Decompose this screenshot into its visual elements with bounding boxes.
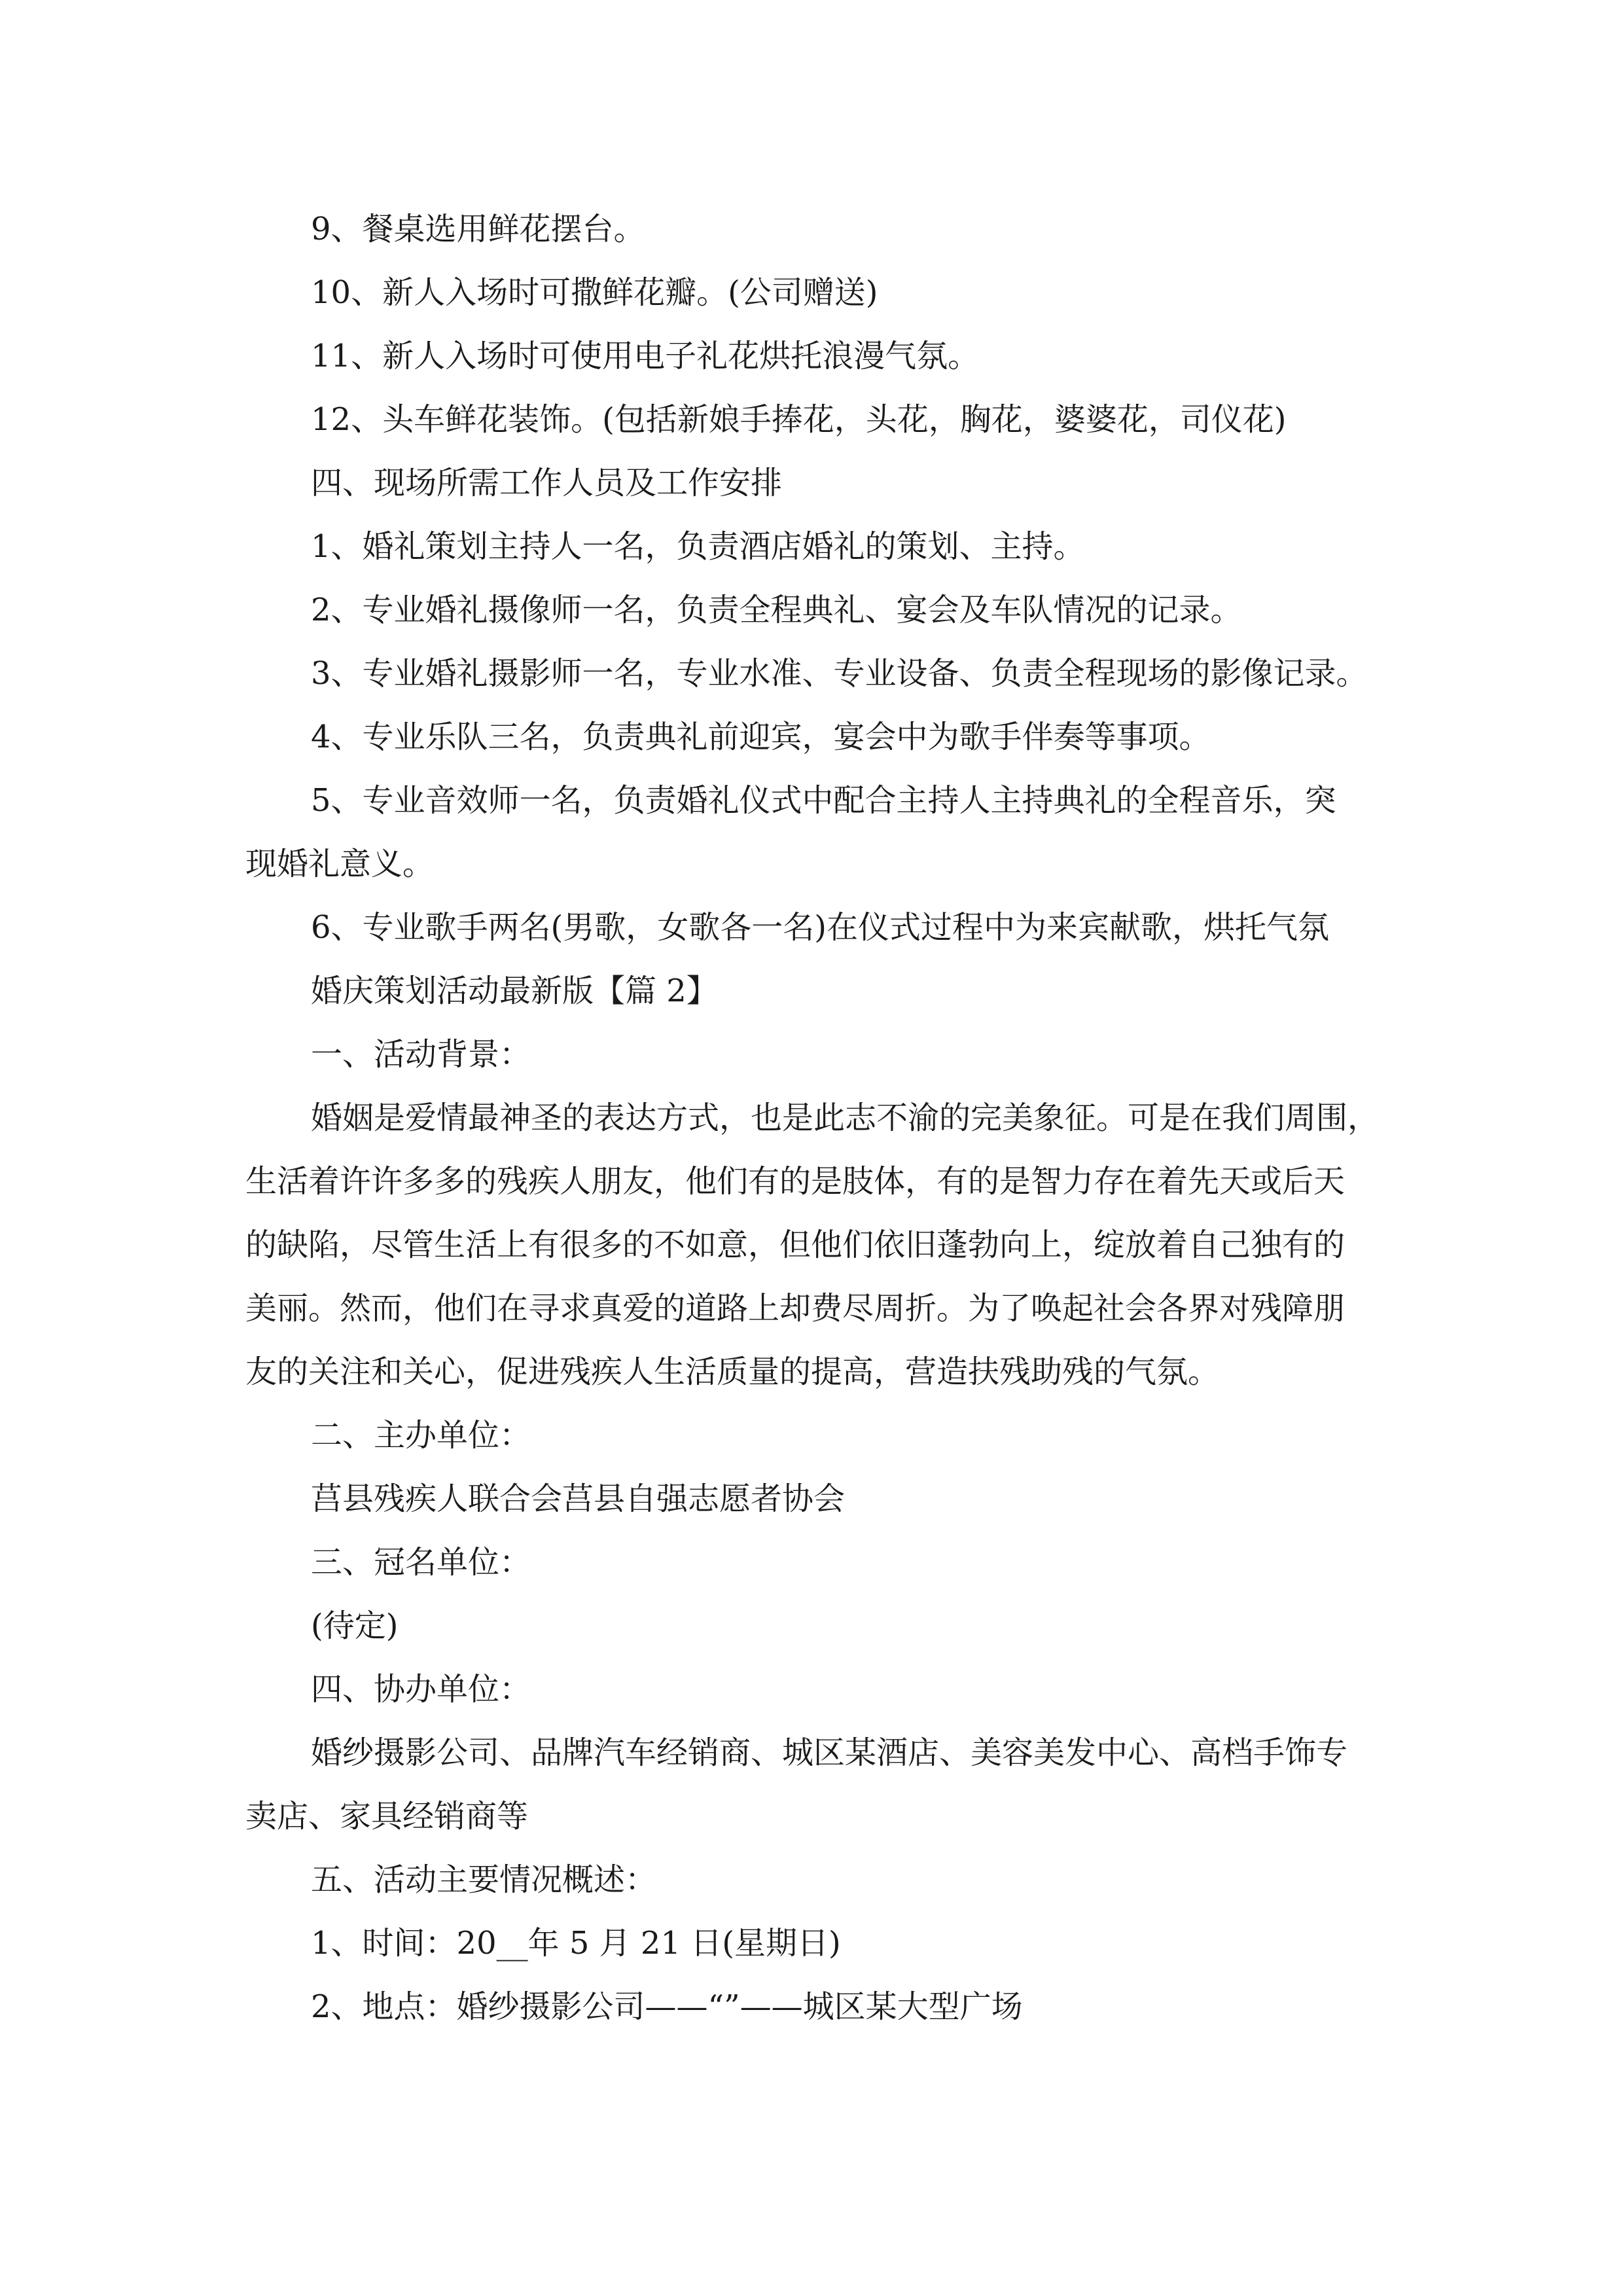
section-heading: 三、冠名单位：: [311, 1544, 531, 1581]
paragraph-line: 的缺陷，尽管生活上有很多的不如意，但他们依旧蓬勃向上，绽放着自己独有的: [245, 1227, 1346, 1263]
section-heading: 二、主办单位：: [311, 1417, 531, 1454]
list-item: 1、时间：20__年 5 月 21 日(星期日): [311, 1925, 841, 1962]
list-item: 6、专业歌手两名(男歌，女歌各一名)在仪式过程中为来宾献歌，烘托气氛: [311, 909, 1329, 946]
paragraph-line: 生活着许许多多的残疾人朋友，他们有的是肢体，有的是智力存在着先天或后天: [245, 1163, 1346, 1200]
paragraph-line: 婚姻是爱情最神圣的表达方式，也是此志不渝的完美象征。可是在我们周围，: [311, 1100, 1380, 1136]
list-item: 11、新人入场时可使用电子礼花烘托浪漫气氛。: [311, 338, 980, 374]
paragraph-line: 婚纱摄影公司、品牌汽车经销商、城区某酒店、美容美发中心、高档手饰专: [311, 1734, 1348, 1771]
list-item: 2、地点：婚纱摄影公司——“”——城区某大型广场: [311, 1988, 1023, 2025]
list-item: 1、婚礼策划主持人一名，负责酒店婚礼的策划、主持。: [311, 528, 1085, 565]
paragraph-line: 友的关注和关心，促进残疾人生活质量的提高，营造扶残助残的气氛。: [245, 1354, 1220, 1390]
list-item: 10、新人入场时可撒鲜花瓣。(公司赠送): [311, 274, 878, 311]
list-item: 9、餐桌选用鲜花摆台。: [311, 211, 645, 247]
document-body: [245, 198, 1391, 2039]
list-item: 3、专业婚礼摄影师一名，专业水准、专业设备、负责全程现场的影像记录。: [311, 655, 1368, 692]
article-title: 婚庆策划活动最新版【篇 2】: [311, 973, 718, 1009]
list-item: 4、专业乐队三名，负责典礼前迎宾，宴会中为歌手伴奏等事项。: [311, 719, 1211, 755]
list-item-continuation: 现婚礼意义。: [245, 846, 435, 882]
section-heading: 四、协办单位：: [311, 1671, 531, 1708]
paragraph-line: 美丽。然而，他们在寻求真爱的道路上却费尽周折。为了唤起社会各界对残障朋: [245, 1290, 1346, 1327]
section-heading: 五、活动主要情况概述：: [311, 1861, 657, 1898]
paragraph-line: 莒县残疾人联合会莒县自强志愿者协会: [311, 1480, 846, 1517]
section-heading: 四、现场所需工作人员及工作安排: [311, 465, 783, 501]
list-item: 12、头车鲜花装饰。(包括新娘手捧花，头花，胸花，婆婆花，司仪花): [311, 401, 1287, 438]
paragraph-line: (待定): [311, 1607, 399, 1644]
paragraph-line: 卖店、家具经销商等: [245, 1798, 529, 1835]
list-item: 2、专业婚礼摄像师一名，负责全程典礼、宴会及车队情况的记录。: [311, 592, 1242, 628]
section-heading: 一、活动背景：: [311, 1036, 531, 1073]
list-item: 5、专业音效师一名，负责婚礼仪式中配合主持人主持典礼的全程音乐，突: [311, 782, 1336, 819]
